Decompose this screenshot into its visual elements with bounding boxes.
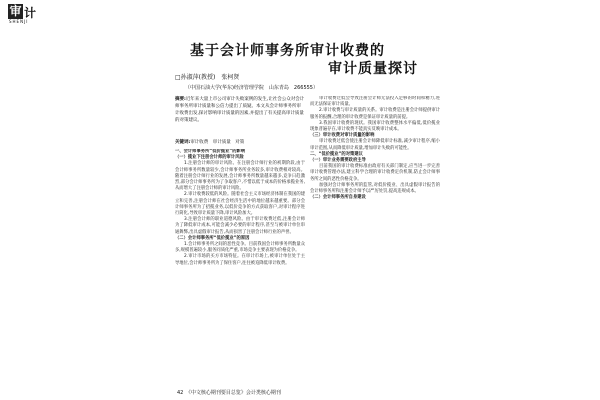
body-column-right	[310, 96, 440, 388]
section-heading: （一）揽业下注册会计师的审计风险	[175, 155, 244, 161]
abstract	[175, 96, 305, 124]
paragraph: 目前我国的审计收费标准由政府有关部门制定,应当进一步完善审计收费管理办法,建立科学合理的审计收费定价机制,防止会计师事务所之间的恶性价格竞争。	[310, 164, 440, 182]
journal-logo	[8, 4, 48, 24]
body-column-left	[175, 149, 305, 385]
authors: □孙淑萍(教授) 张柯贤	[175, 74, 240, 81]
section-heading: 二、“低价揽业”的对策建议	[310, 151, 363, 157]
page-footer: 42 《中文核心期刊要目总览》会计类核心期刊	[177, 390, 281, 396]
article-title-line1: 基于会计师事务所审计收费的	[190, 43, 385, 59]
section-heading: （一）审计业务需要政府主导	[310, 158, 366, 164]
logo-text: 计	[24, 6, 37, 20]
paragraph: 加强对会计师事务所的监管,对低价揽业、出具虚假审计报告的会计师事务所和注册会计师予以严厉处罚,提高违规成本。	[310, 182, 440, 195]
section-heading: （三）审计收费对审计质量的影响	[310, 133, 375, 139]
paragraph: 3.注册会计师的职业道德风险。由于审计收费过低,注册会计师为了降低审计成本,可能会减少必要的审计程序,甚至与被审计单位串通舞弊,出具虚假审计报告,从而损害了注册会计师行业的声誉。	[175, 217, 305, 235]
keywords-text: 审计收费 审计质量 对策	[190, 140, 245, 145]
paragraph: 2.审计收费与审计质量的关系。审计收费是注册会计师提供审计服务的报酬,合理的审计收费是保证审计质量的前提。	[310, 108, 440, 120]
section-heading: （二）会计师事务所“低价揽业”的原因	[175, 235, 250, 241]
paragraph: 2.审计市场的买方市场特征。在审计市场上,被审计单位处于主导地位,会计师事务所为了保住客户,往往被迫降低审计收费。	[175, 254, 305, 266]
paragraph: 1.注册会计师的审计风险。在注册会计师行业的初期阶段,由于会计师事务所数量较少,会计师事务所业务较多,审计收费相对较高。随着注册会计师行业的发展,会计师事务所数量越来越多,竞争日趋激烈,部分会计师事务所为了争取客户,不惜以低于成本的价格承揽业务,从而增大了注册会计师的审计风险。	[175, 161, 305, 192]
logo-char-box: 审	[9, 4, 22, 18]
keywords-label: 关键词:	[175, 140, 191, 145]
paragraph: 审计收费过低会使注册会计师降低审计标准,减少审计程序,缩小审计范围,从而降低审计质量,增加审计失败的可能性。	[310, 139, 440, 151]
affiliation: （中国石油大学(华东)经济管理学院 山东青岛 266555）	[185, 85, 318, 91]
paragraph: 审计收费过低会导致注册会计师无法投入足够的时间和精力,进而无法保证审计质量。	[310, 96, 440, 108]
paragraph: 3.我国审计收费的现状。我国审计收费整体水平偏低,低价揽业现象普遍存在,审计收费不能真实反映审计成本。	[310, 120, 440, 133]
keywords	[175, 139, 305, 145]
article-title-line2: 审计质量探讨	[328, 61, 418, 77]
logo-subtext: SHENJI	[9, 19, 29, 24]
abstract-label: 摘要:	[175, 97, 186, 102]
paragraph: 1.会计师事务所之间的恶性竞争。目前我国会计师事务所数量众多,规模普遍较小,服务同质化严重,市场竞争主要表现为价格竞争。	[175, 242, 305, 254]
section-heading: 一、会计师事务所“低价揽业”的影响	[175, 149, 246, 154]
section-heading: （二）会计师事务所自身建设	[310, 195, 366, 201]
paragraph: 2.审计收费较低的风险。随着社会主义市场经济体制在我国的建立和完善,注册会计师在社会经济生活中的地位越来越重要。部分会计师事务所为了招揽业务,以低价竞争的方式获取客户,对审计程序进行简化,导致审计质量下降,审计风险加大。	[175, 192, 305, 217]
abstract-text: 近年来大量上市公司审计失败案例的发生,让社会公众对会计师事务所审计质量和公信力提出了质疑。本文从会计师事务所审计收费出发,探讨影响审计质量的因素,并提出了有关提高审计质量的对策建议。	[175, 97, 305, 123]
